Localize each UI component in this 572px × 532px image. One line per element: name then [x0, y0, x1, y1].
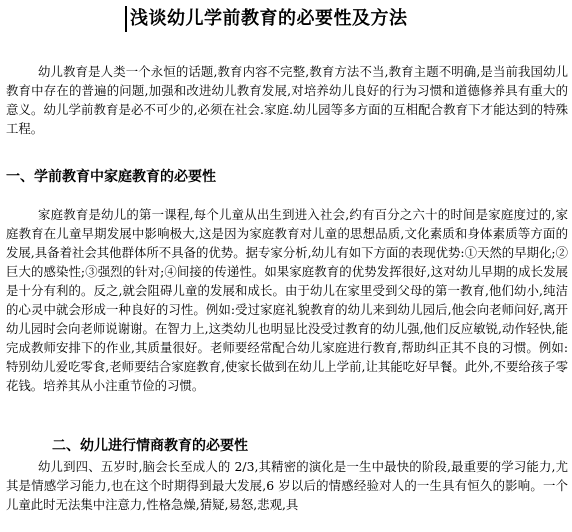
section-1-paragraph: 家庭教育是幼儿的第一课程,每个儿童从出生到进入社会,约有百分之六十的时间是家庭度过的,家庭教育在儿童早期发展中影响极大,这是因为家庭教育对儿童的思想品质,文化素质和身体素质等方面的发展,具备着社会其他群体所不具备的优势。据专家分析,幼儿有如下方面的表现优势:①天然的早期化;②巨大的感染性;③强烈的针对;④间接的传递性。如果家庭教育的优势发挥很好,这对幼儿早期的成长发展是十分有利的。反之,就会阻碍儿童的发展和成长。由于幼儿在家里受到父母的第一教育,他们幼小,纯洁的心灵中就会形成一种良好的习性。例如:受过家庭礼貌教育的幼儿来到幼儿园后,他会向老师问好,离开幼儿园时会向老师说谢谢。在智力上,这类幼儿也明显比没受过教育的幼儿强,他们反应敏锐,动作轻快,能完成教师安排下的作业,其质量很好。老师要经常配合幼儿家庭进行教育,帮助纠正其不良的习惯。例如:特别幼儿爱吃零食,老师要结合家庭教育,使家长做到在幼儿上学前,让其能吃好早餐。此外,不要给孩子零花钱。培养其从小注重节俭的习惯。 — [6, 207, 568, 393]
section-2-paragraph: 幼儿到四、五岁时,脑会长至成人的 2/3,其精密的演化是一生中最快的阶段,最重要的学习能力,尤其是情感学习能力,也在这个时期得到最大发展,6 岁以后的情感经验对人的一生具有恒久的影响。一个儿童此时无法集中注意力,性格急燥,猜疑,易怒,悲观,具 — [6, 459, 568, 512]
section-2-heading: 二、幼儿进行情商教育的必要性 — [52, 438, 248, 454]
intro-paragraph: 幼儿教育是人类一个永恒的话题,教育内容不完整,教育方法不当,教育主题不明确,是当前我国幼儿教育中存在的普遍的问题,加强和改进幼儿教育发展,对培养幼儿良好的行为习惯和道德修养具有重大的意义。幼儿学前教育是必不可少的,必须在社会.家庭.幼儿园等多方面的互相配合教育下才能达到的特殊工程。 — [6, 64, 568, 136]
section-1-heading: 一、学前教育中家庭教育的必要性 — [6, 169, 216, 185]
document-title: 浅谈幼儿学前教育的必要性及方法 — [130, 8, 408, 29]
text-cursor — [125, 6, 127, 32]
